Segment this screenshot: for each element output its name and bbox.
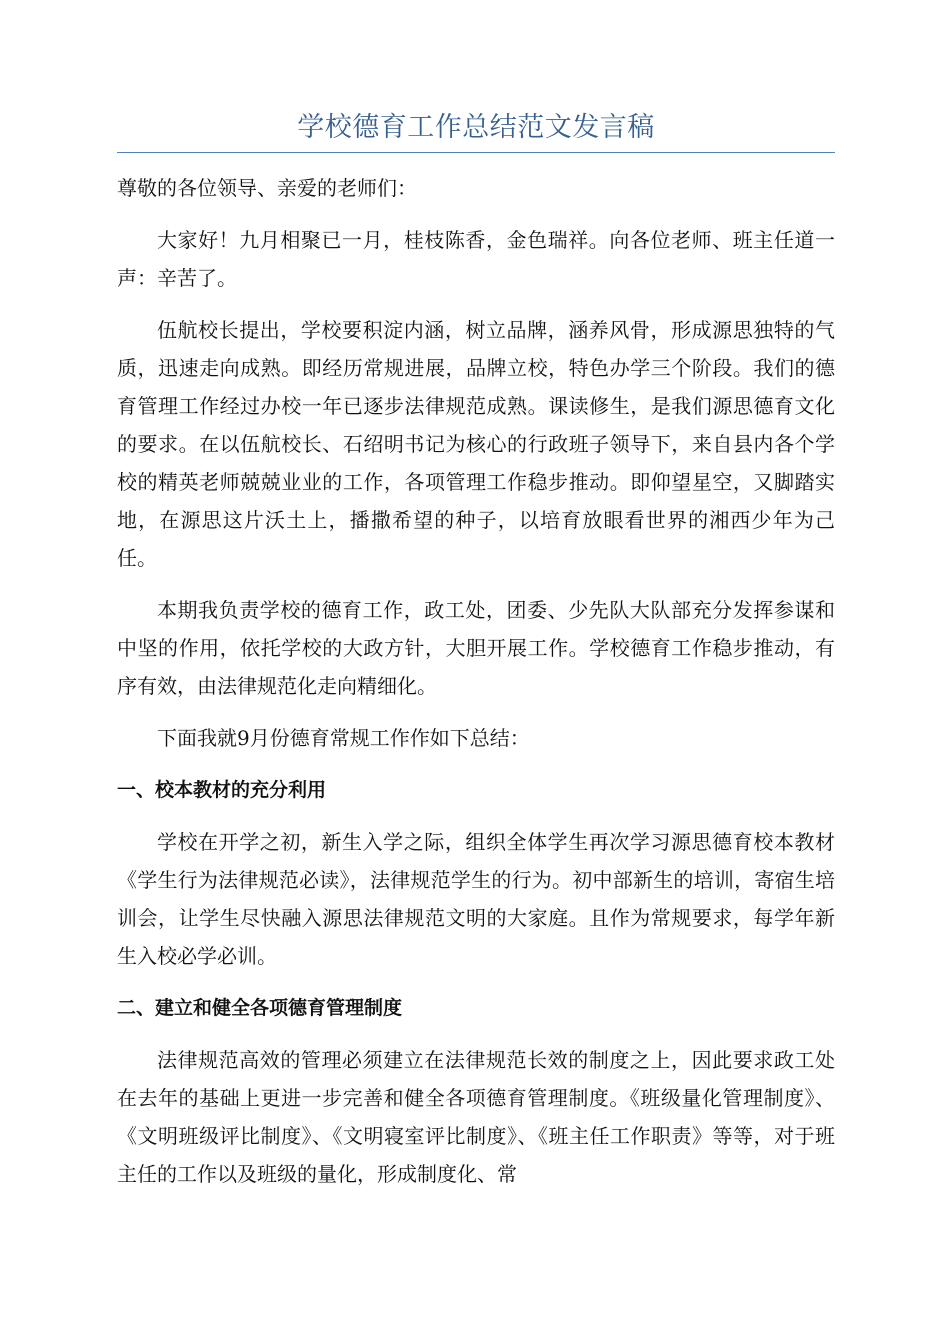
section-body-2: 法律规范高效的管理必须建立在法律规范长效的制度之上，因此要求政工处在去年的基础上更进一步完善和健全各项德育管理制度。《班级量化管理制度》、《文明班级评比制度》、《文明寝室评比制度》、《班主任工作职责》等等，对于班主任的工作以及班级的量化，形成制度化、常 [117, 1048, 835, 1186]
paragraph-responsibility: 本期我负责学校的德育工作，政工处，团委、少先队大队部充分发挥参谋和中坚的作用，依托学校的大政方针，大胆开展工作。学校德育工作稳步推动，有序有效，由法律规范化走向精细化。 [117, 598, 835, 698]
document-title: 学校德育工作总结范文发言稿 [117, 108, 835, 153]
document-page [117, 108, 835, 1207]
greeting: 尊敬的各位领导、亲爱的老师们： [117, 176, 417, 200]
paragraph-opening: 大家好！九月相聚已一月，桂枝陈香，金色瑞祥。向各位老师、班主任道一声：辛苦了。 [117, 228, 835, 290]
paragraph-principal-vision: 伍航校长提出，学校要积淀内涵，树立品牌，涵养风骨，形成源思独特的气质，迅速走向成熟。即经历常规进展，品牌立校，特色办学三个阶段。我们的德育管理工作经过办校一年已逐步法律规范成熟。课读修生，是我们源思德育文化的要求。在以伍航校长、石绍明书记为核心的行政班子领导下，来自县内各个学校的精英老师兢兢业业的工作，各项管理工作稳步推动。即仰望星空，又脚踏实地，在源思这片沃土上，播撒希望的种子，以培育放眼看世界的湘西少年为己任。 [117, 318, 835, 570]
section-heading-2: 二、建立和健全各项德育管理制度 [117, 997, 403, 1019]
paragraph-summary-intro: 下面我就9月份德育常规工作作如下总结： [157, 726, 530, 750]
section-heading-1: 一、校本教材的充分利用 [117, 779, 327, 801]
section-body-1: 学校在开学之初，新生入学之际，组织全体学生再次学习源思德育校本教材《学生行为法律规范必读》，法律规范学生的行为。初中部新生的培训，寄宿生培训会，让学生尽快融入源思法律规范文明的大家庭。且作为常规要求，每学年新生入校必学必训。 [117, 830, 835, 968]
